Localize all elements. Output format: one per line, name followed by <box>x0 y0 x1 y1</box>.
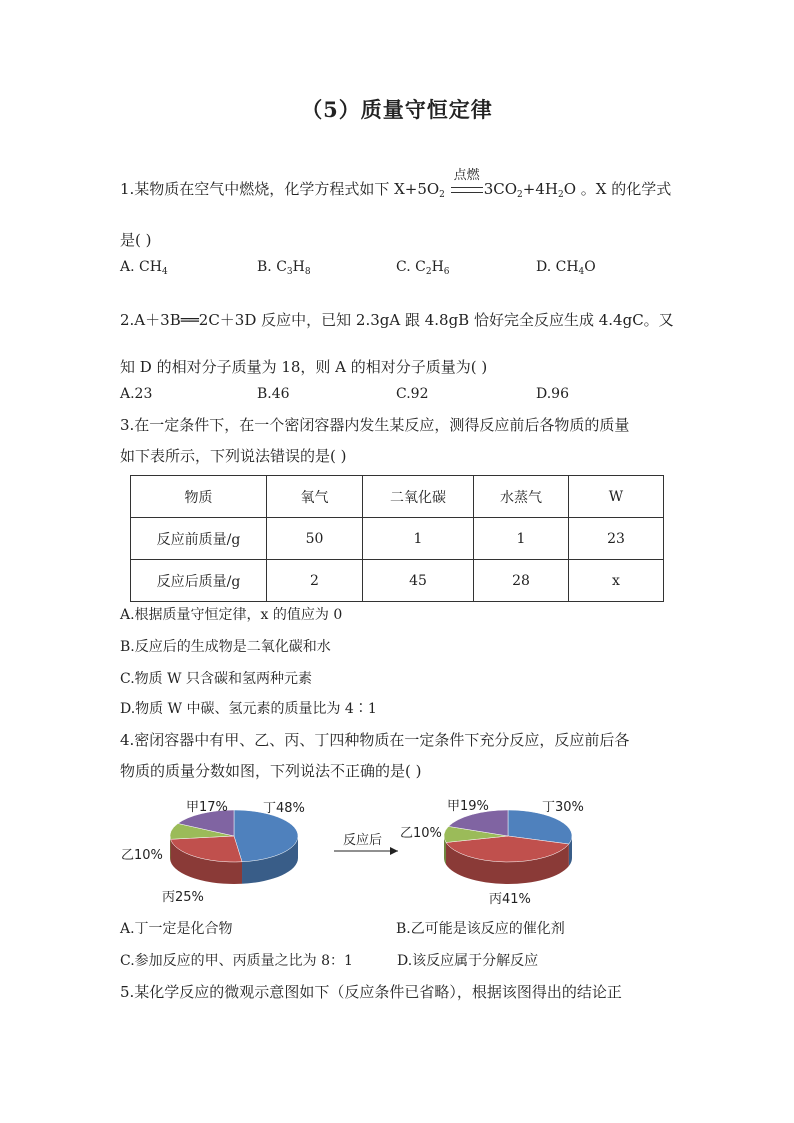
question-2-line2: 知 D 的相对分子质量为 18，则 A 的相对分子质量为( ) <box>120 358 488 376</box>
table-cell: 28 <box>474 560 569 602</box>
table-header: 物质 <box>131 476 267 518</box>
q3-option-c[interactable]: C.物质 W 只含碳和氢两种元素 <box>120 671 312 687</box>
table-header: W <box>569 476 664 518</box>
q1-option-d[interactable]: D. $CH_4O$ <box>536 259 596 277</box>
pie2-label-jia: 甲19% <box>447 799 489 814</box>
question-2-line1: 2.A＋3B══2C＋3D 反应中，已知 2.3gA 跟 4.8gB 恰好完全反应生成 4.4gC。又 <box>120 311 674 329</box>
table-cell: x <box>569 560 664 602</box>
pie-chart-1 <box>170 810 298 884</box>
pie-chart-2 <box>444 810 572 884</box>
pie2-label-yi: 乙10% <box>400 826 442 841</box>
q2-option-d[interactable]: D.96 <box>536 386 569 402</box>
q2-option-a[interactable]: A.23 <box>120 386 153 402</box>
reaction-condition: 点燃 <box>453 168 480 183</box>
page-title: （5）质量守恒定律 <box>301 97 493 122</box>
table-cell: 1 <box>474 518 569 560</box>
pie1-label-yi: 乙10% <box>121 848 163 863</box>
arrow-label: 反应后 <box>343 833 383 848</box>
question-1-line2: 是( ) <box>120 231 152 249</box>
question-4-line2: 物质的质量分数如图，下列说法不正确的是( ) <box>120 762 422 780</box>
table-cell: 反应后质量/g <box>131 560 267 602</box>
q4-option-c[interactable]: C.参加反应的甲、丙质量之比为 8：1 <box>120 953 353 969</box>
arrow-head-icon <box>390 847 398 855</box>
pie2-label-bing: 丙41% <box>489 892 531 907</box>
pie1-label-jia: 甲17% <box>186 800 228 815</box>
q1-option-c[interactable]: C. $C_2H_6$ <box>396 259 450 277</box>
q1-option-a[interactable]: A. $CH_4$ <box>120 259 168 277</box>
pie2-label-ding: 丁30% <box>542 800 584 815</box>
table-cell: 23 <box>569 518 664 560</box>
table-cell: 1 <box>363 518 474 560</box>
table-cell: 反应前质量/g <box>131 518 267 560</box>
pie1-label-ding: 丁48% <box>263 801 305 816</box>
table-cell: 2 <box>267 560 363 602</box>
question-5-line1: 5.某化学反应的微观示意图如下（反应条件已省略），根据该图得出的结论正 <box>120 983 622 1001</box>
table-header: 水蒸气 <box>474 476 569 518</box>
question-4-line1: 4.密闭容器中有甲、乙、丙、丁四种物质在一定条件下充分反应，反应前后各 <box>120 731 630 749</box>
table-cell: 45 <box>363 560 474 602</box>
q3-option-a[interactable]: A.根据质量守恒定律，x 的值应为 0 <box>120 607 343 623</box>
q1-option-b[interactable]: B. $C_3H_8$ <box>257 259 311 277</box>
q4-option-a[interactable]: A.丁一定是化合物 <box>120 921 233 937</box>
q4-option-d[interactable]: D.该反应属于分解反应 <box>397 953 539 969</box>
q3-option-d[interactable]: D.物质 W 中碳、氢元素的质量比为 4∶1 <box>120 701 377 717</box>
table-header: 二氧化碳 <box>363 476 474 518</box>
pie1-label-bing: 丙25% <box>162 890 204 905</box>
question-3-line2: 如下表所示，下列说法错误的是( ) <box>120 447 347 465</box>
q1-prefix: 1.某物质在空气中燃烧，化学方程式如下 X+5O <box>120 180 440 198</box>
q4-option-b[interactable]: B.乙可能是该反应的催化剂 <box>396 921 565 937</box>
table-cell: 50 <box>267 518 363 560</box>
q2-option-c[interactable]: C.92 <box>396 386 429 402</box>
q3-option-b[interactable]: B.反应后的生成物是二氧化碳和水 <box>120 639 331 655</box>
question-1-stem: 1.某物质在空气中燃烧，化学方程式如下 $X+5O_2$ 点燃 $3CO_2+4H_2O$ 。X 的化学式 <box>120 178 671 200</box>
q2-option-b[interactable]: B.46 <box>257 386 290 402</box>
question-3-line1: 3.在一定条件下，在一个密闭容器内发生某反应，测得反应前后各物质的质量 <box>120 416 630 434</box>
table-header: 氧气 <box>267 476 363 518</box>
